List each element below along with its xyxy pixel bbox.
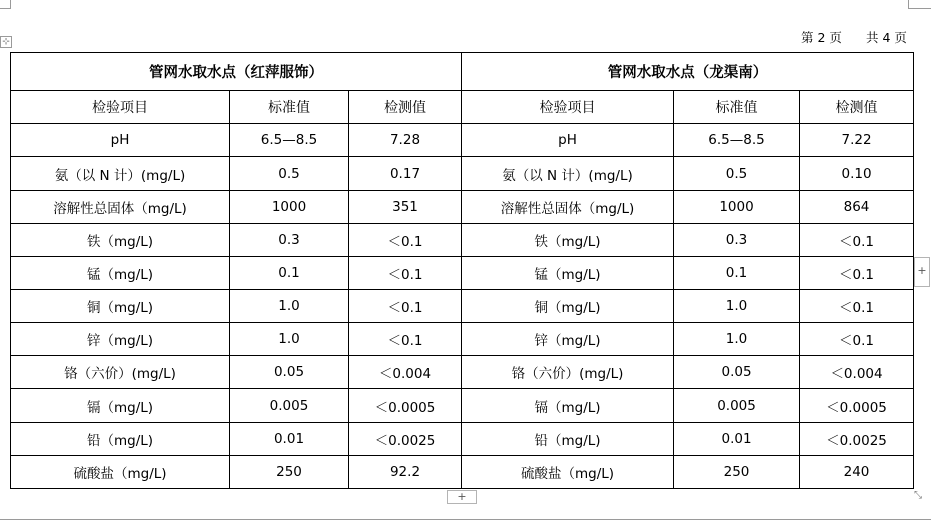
cell-measured: 864 [800,190,914,223]
cell-standard: 1000 [674,190,800,223]
page-current: 第 2 页 [801,30,842,45]
add-column-button[interactable]: + [914,257,930,287]
cell-standard: 1000 [230,190,349,223]
cell-measured: 0.17 [349,157,462,190]
cell-measured: ＜0.0025 [349,422,462,455]
cell-measured: 7.22 [800,124,914,157]
cell-standard: 250 [674,455,800,488]
table-row [11,223,914,256]
cell-measured: 92.2 [349,455,462,488]
column-header-standard: 标准值 [230,91,349,124]
cell-standard: 0.3 [674,223,800,256]
page-total: 共 4 页 [866,30,907,45]
cell-measured: ＜0.1 [349,290,462,323]
cell-standard: 0.005 [230,389,349,422]
table-row [11,256,914,289]
cell-item: 铅（mg/L) [462,422,674,455]
cell-standard: 1.0 [674,290,800,323]
cell-measured: ＜0.0005 [349,389,462,422]
cell-standard: 0.05 [674,356,800,389]
cell-standard: 0.5 [230,157,349,190]
cell-measured: ＜0.1 [349,323,462,356]
table-row [11,422,914,455]
column-header-measured: 检测值 [800,91,914,124]
cell-item: 溶解性总固体（mg/L) [462,190,674,223]
column-header-measured: 检测值 [349,91,462,124]
cell-item: 锰（mg/L) [462,256,674,289]
cell-item: 铬（六价）(mg/L) [11,356,230,389]
cell-measured: 0.10 [800,157,914,190]
cell-standard: 250 [230,455,349,488]
cell-item: 铜（mg/L) [462,290,674,323]
water-quality-table [10,52,914,489]
cell-standard: 0.1 [674,256,800,289]
cell-standard: 0.05 [230,356,349,389]
cell-item: 氨（以 N 计）(mg/L) [11,157,230,190]
cell-measured: ＜0.0005 [800,389,914,422]
cell-item: pH [11,124,230,157]
table-title-row [11,53,914,91]
cell-item: 溶解性总固体（mg/L) [11,190,230,223]
cell-measured: 351 [349,190,462,223]
cell-item: 铁（mg/L) [11,223,230,256]
cell-measured: ＜0.1 [800,223,914,256]
cell-item: 氨（以 N 计）(mg/L) [462,157,674,190]
cell-item: pH [462,124,674,157]
cell-item: 锰（mg/L) [11,256,230,289]
table-resize-handle-icon[interactable]: ⤡ [914,490,922,501]
cell-measured: ＜0.1 [349,256,462,289]
table-row [11,190,914,223]
cell-item: 锌（mg/L) [462,323,674,356]
column-header-item: 检验项目 [11,91,230,124]
cell-item: 铁（mg/L) [462,223,674,256]
crop-mark-top-left [0,0,11,9]
cell-measured: ＜0.004 [800,356,914,389]
cell-standard: 0.005 [674,389,800,422]
cell-item: 铅（mg/L) [11,422,230,455]
table-row [11,124,914,157]
cell-standard: 0.1 [230,256,349,289]
cell-measured: ＜0.0025 [800,422,914,455]
section-title-left: 管网水取水点（红萍服饰） [11,53,462,91]
cell-standard: 1.0 [230,290,349,323]
cell-measured: 240 [800,455,914,488]
table-row [11,389,914,422]
cell-item: 铜（mg/L) [11,290,230,323]
cell-item: 铬（六价）(mg/L) [462,356,674,389]
cell-item: 镉（mg/L) [462,389,674,422]
cell-standard: 1.0 [230,323,349,356]
cell-standard: 6.5—8.5 [230,124,349,157]
cell-measured: 7.28 [349,124,462,157]
section-title-right: 管网水取水点（龙渠南） [462,53,914,91]
cell-standard: 1.0 [674,323,800,356]
cell-item: 镉（mg/L) [11,389,230,422]
cell-measured: ＜0.1 [349,223,462,256]
cell-measured: ＜0.1 [800,290,914,323]
cell-standard: 6.5—8.5 [674,124,800,157]
column-header-standard: 标准值 [674,91,800,124]
table-move-handle-icon[interactable]: ⊹ [0,36,12,48]
table-row [11,356,914,389]
table-row [11,157,914,190]
cell-measured: ＜0.1 [800,323,914,356]
table-header-row [11,91,914,124]
crop-mark-top-right [908,0,931,9]
cell-item: 硫酸盐（mg/L) [462,455,674,488]
cell-standard: 0.5 [674,157,800,190]
cell-item: 锌（mg/L) [11,323,230,356]
cell-standard: 0.01 [674,422,800,455]
table-row [11,323,914,356]
table-row [11,290,914,323]
column-header-item: 检验项目 [462,91,674,124]
cell-measured: ＜0.004 [349,356,462,389]
table-row [11,455,914,488]
add-row-button[interactable]: + [447,490,477,504]
cell-measured: ＜0.1 [800,256,914,289]
cell-standard: 0.01 [230,422,349,455]
cell-item: 硫酸盐（mg/L) [11,455,230,488]
cell-standard: 0.3 [230,223,349,256]
